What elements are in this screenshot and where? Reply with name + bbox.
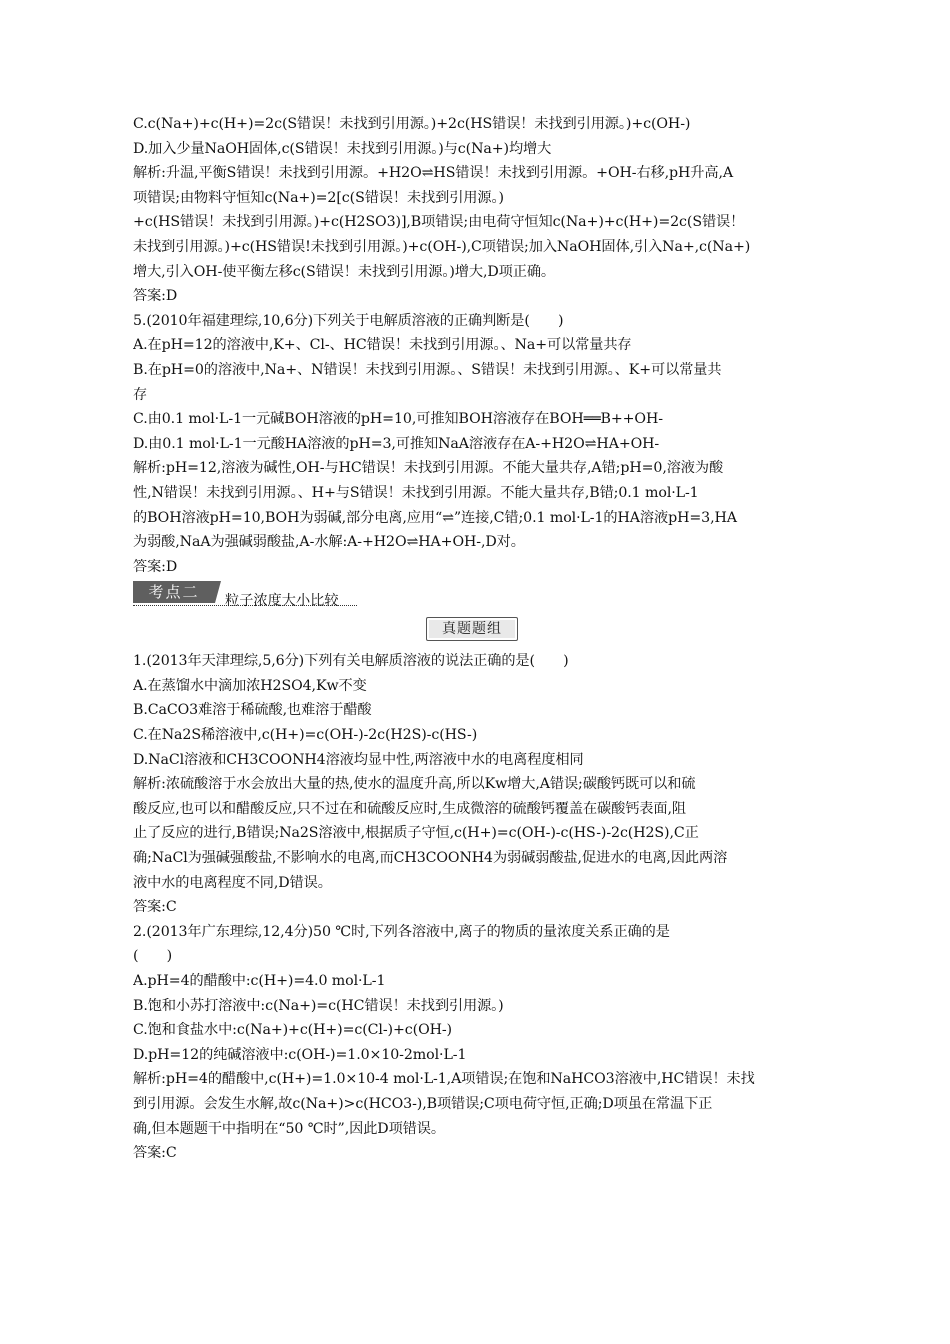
option-d: D.NaCl溶液和CH3COONH4溶液均显中性,两溶液中水的电离程度相同 <box>133 751 584 768</box>
block-questions <box>133 649 823 1165</box>
option-a: A.在蒸馏水中滴加浓H2SO4,Kw不变 <box>133 677 367 694</box>
section-badge: 考点二 <box>133 581 215 603</box>
analysis-line: 解析:浓硫酸溶于水会放出大量的热,使水的温度升高,所以Kw增大,A错误;碳酸钙既可以和硫 <box>133 776 696 793</box>
option-a: A.在pH=12的溶液中,K+、Cl-、HC错误！未找到引用源。、Na+可以常量共存 <box>133 337 632 354</box>
text-line: 项错误;由物料守恒知c(Na+)=2[c(S错误！未找到引用源。) <box>133 189 504 206</box>
analysis-line: 解析:pH=12,溶液为碱性,OH-与HC错误！未找到引用源。不能大量共存,A错;pH=0,溶液为酸 <box>133 460 724 477</box>
section-header <box>133 581 823 611</box>
option-b-cont: 存 <box>133 386 148 403</box>
analysis-line: 酸反应,也可以和醋酸反应,只不过在和硫酸反应时,生成微溶的硫酸钙覆盖在碳酸钙表面,阻 <box>133 800 686 817</box>
question-stem: 5.(2010年福建理综,10,6分)下列关于电解质溶液的正确判断是( ) <box>133 312 564 329</box>
group-label: 真题题组 <box>426 617 518 641</box>
document-page <box>133 112 823 1166</box>
option-b: B.在pH=0的溶液中,Na+、N错误！未找到引用源。、S错误！未找到引用源。、K+可以常量共 <box>133 361 722 378</box>
text-line: +c(HS错误！未找到引用源。)+c(H2SO3)],B项错误;由电荷守恒知c(Na+)+c(H+)=2c(S错误！ <box>133 214 745 231</box>
option-b: B.CaCO3难溶于稀硫酸,也难溶于醋酸 <box>133 702 372 719</box>
option-d: D.由0.1 mol·L-1一元酸HA溶液的pH=3,可推知NaA溶液存在A-+H2O⇌HA+OH- <box>133 435 660 452</box>
analysis-line: 解析:pH=4的醋酸中,c(H+)=1.0×10-4 mol·L-1,A项错误;在饱和NaHCO3溶液中,HC错误！未找 <box>133 1071 755 1088</box>
question-stem-cont: ( ) <box>133 948 173 965</box>
text-line: 未找到引用源。)+c(HS错误!未找到引用源。)+c(OH-),C项错误;加入NaOH固体,引入Na+,c(Na+) <box>133 238 751 255</box>
analysis-line: 的BOH溶液pH=10,BOH为弱碱,部分电离,应用“⇌”连接,C错;0.1 mol·L-1的HA溶液pH=3,HA <box>133 509 737 526</box>
analysis-line: 到引用源。会发生水解,故c(Na+)>c(HCO3-),B项错误;C项电荷守恒,正确;D项虽在常温下正 <box>133 1095 713 1112</box>
analysis-line: 为弱酸,NaA为强碱弱酸盐,A-水解:A-+H2O⇌HA+OH-,D对。 <box>133 534 525 551</box>
analysis-line: 止了反应的进行,B错误;Na2S溶液中,根据质子守恒,c(H+)=c(OH-)-c(HS-)-2c(H2S),C正 <box>133 825 699 842</box>
option-b: B.饱和小苏打溶液中:c(Na+)=c(HC错误！未找到引用源。) <box>133 997 504 1014</box>
analysis-line: 液中水的电离程度不同,D错误。 <box>133 874 332 891</box>
question-stem: 1.(2013年天津理综,5,6分)下列有关电解质溶液的说法正确的是( ) <box>133 653 569 670</box>
answer-line: 答案:C <box>133 1145 177 1162</box>
option-c: C.饱和食盐水中:c(Na+)+c(H+)=c(Cl-)+c(OH-) <box>133 1022 452 1039</box>
section-title: 粒子浓度大小比较 <box>225 593 339 610</box>
question-stem: 2.(2013年广东理综,12,4分)50 ℃时,下列各溶液中,离子的物质的量浓度关系正确的是 <box>133 923 670 940</box>
answer-line: 答案:D <box>133 558 178 575</box>
section-title-rule <box>133 593 357 610</box>
analysis-line: 性,N错误！未找到引用源。、H+与S错误！未找到引用源。不能大量共存,B错;0.1 mol·L-1 <box>133 484 699 501</box>
option-c: C.在Na2S稀溶液中,c(H+)=c(OH-)-2c(H2S)-c(HS-) <box>133 727 478 744</box>
text-line: 解析:升温,平衡S错误！未找到引用源。+H2O⇌HS错误！未找到引用源。+OH-右移,pH升高,A <box>133 165 734 182</box>
text-line: C.c(Na+)+c(H+)=2c(S错误！未找到引用源。)+2c(HS错误！未找到引用源。)+c(OH-) <box>133 116 691 132</box>
block-continuation <box>133 112 823 579</box>
analysis-line: 确;NaCl为强碱强酸盐,不影响水的电离,而CH3COONH4为弱碱弱酸盐,促进水的电离,因此两溶 <box>133 850 728 867</box>
option-c: C.由0.1 mol·L-1一元碱BOH溶液的pH=10,可推知BOH溶液存在BOH══B++OH- <box>133 411 663 428</box>
option-d: D.pH=12的纯碱溶液中:c(OH-)=1.0×10-2mol·L-1 <box>133 1046 467 1063</box>
answer-line: 答案:C <box>133 899 177 916</box>
answer-line: 答案:D <box>133 288 178 305</box>
option-a: A.pH=4的醋酸中:c(H+)=4.0 mol·L-1 <box>133 973 386 989</box>
text-line: D.加入少量NaOH固体,c(S错误！未找到引用源。)与c(Na+)均增大 <box>133 140 552 157</box>
analysis-line: 确,但本题题干中指明在“50 ℃时”,因此D项错误。 <box>133 1120 445 1137</box>
group-label-row <box>133 611 823 649</box>
text-line: 增大,引入OH-使平衡左移c(S错误！未找到引用源。)增大,D项正确。 <box>133 263 556 280</box>
